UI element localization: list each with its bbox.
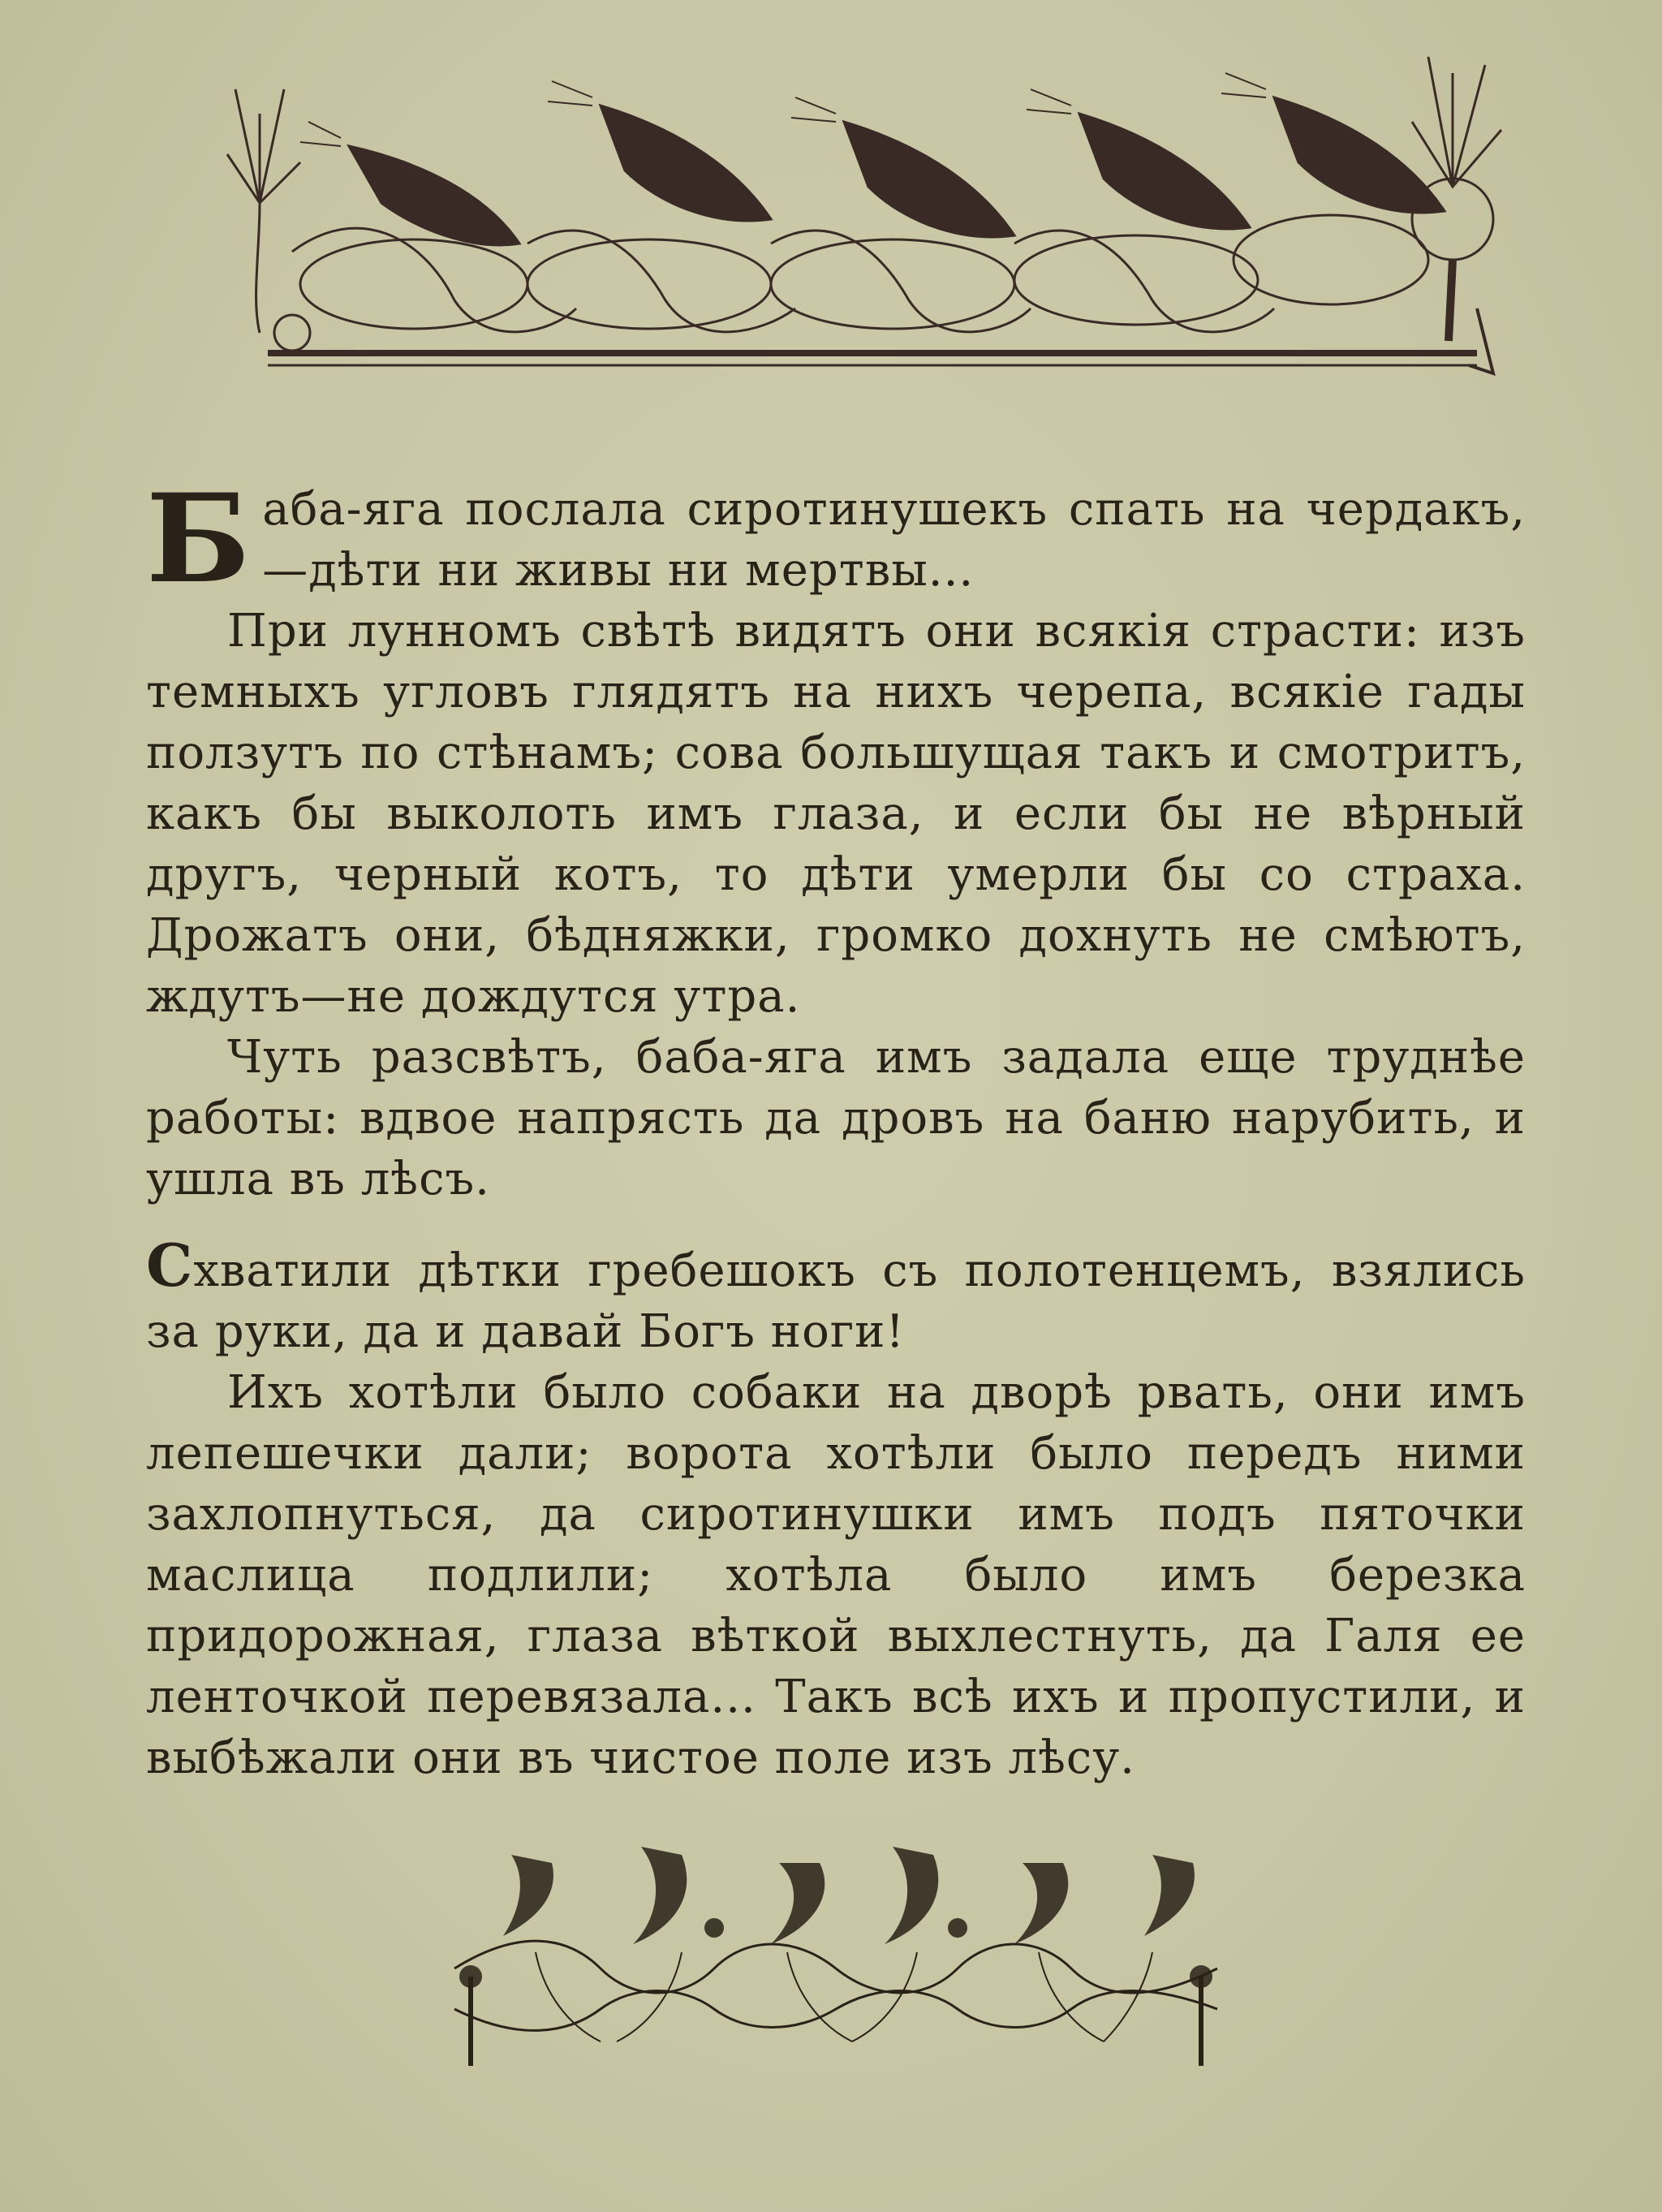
paragraph-5: Ихъ хотѣли было собаки на дворѣ рвать, они имъ лепешечки дали; ворота хотѣли было передъ ними захлопнуться, да сиротинушки имъ подъ пяточки маслица подлили; хотѣла было имъ березка придорожная, глаза вѣткой выхлестнуть, да Галя ее ленточкой перевязала... Такъ всѣ ихъ и пропустили, и выбѣжали они въ чистое поле изъ лѣсу. xyxy=(146,1366,1526,1784)
story-text xyxy=(146,468,1526,1788)
paragraph-3: Чуть разсвѣтъ, баба-яга имъ задала еще труднѣе работы: вдвое напрясть да дровъ на баню нарубить, и ушла въ лѣсъ. xyxy=(146,1031,1526,1205)
floral-footer-ornament xyxy=(438,1830,1234,2074)
paragraph-4-text: хватили дѣтки гребешокъ съ полотенцемъ, взялись за руки, да и давай Богъ ноги! xyxy=(146,1244,1526,1358)
paragraph-1 xyxy=(146,468,1526,610)
drop-cap: Б xyxy=(146,468,252,610)
paragraph-2: При лунномъ свѣтѣ видятъ они всякія страсти: изъ темныхъ угловъ глядятъ на нихъ черепа, всякіе гады ползутъ по стѣнамъ; сова большущая такъ и смотритъ, какъ бы выколоть имъ глаза, и если бы не вѣрный другъ, черный котъ, то дѣти умерли бы со страха. Дрожатъ они, бѣдняжки, громко дохнуть не смѣютъ, ждутъ—не дождутся утра. xyxy=(146,605,1526,1023)
paragraph-1-text: аба-яга послала сиротинушекъ спать на чердакъ,—дѣти ни живы ни мертвы... xyxy=(262,483,1526,597)
initial-letter: С xyxy=(146,1231,194,1300)
paragraph-4 xyxy=(146,1231,1526,1362)
birds-header-ornament xyxy=(211,41,1509,390)
